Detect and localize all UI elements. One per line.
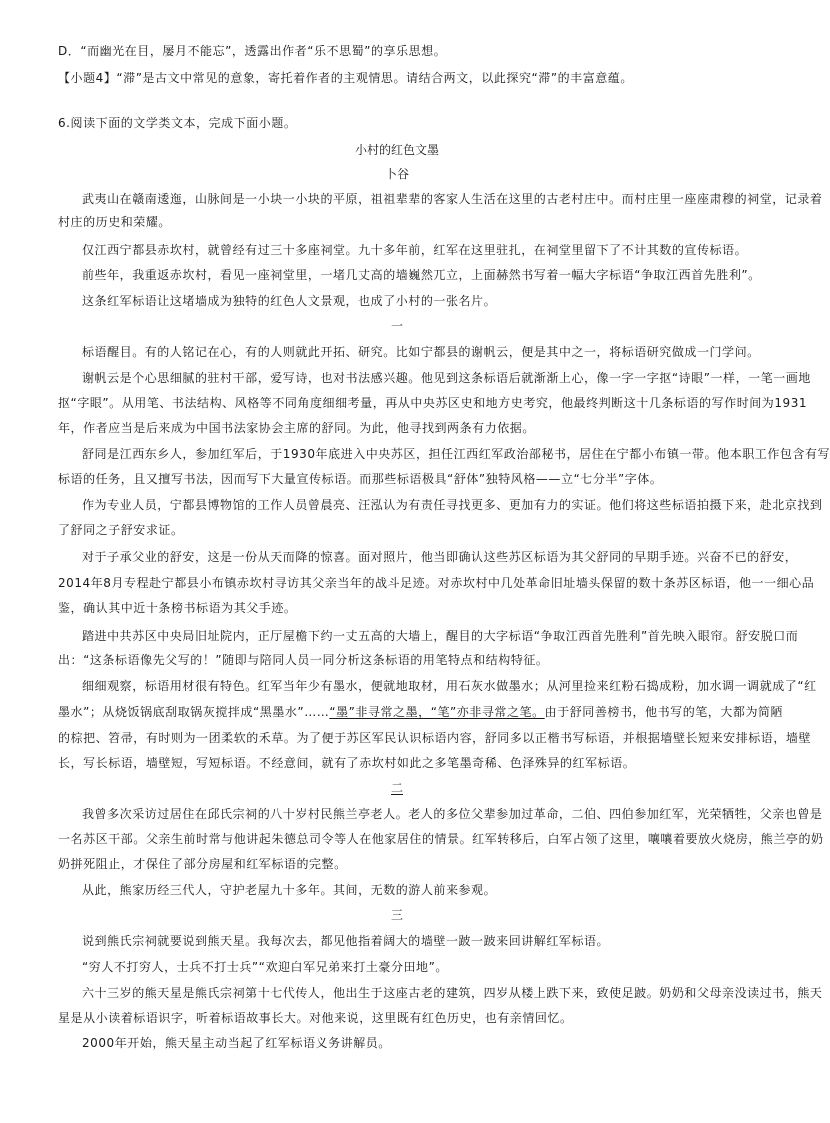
text-run: 墨水”；从烧饭锅底刮取锅灰搅拌成“黑墨水”…… [58, 705, 330, 719]
paragraph-line: 仅江西宁都县赤坎村，就曾经有过三十多座祠堂。九十多年前，红军在这里驻扎，在祠堂里留下了不计其数的宣传标语。 [82, 243, 748, 257]
question-6-instruction: 6.阅读下面的文学类文本，完成下面小题。 [58, 116, 297, 130]
paragraph-line: 舒同是江西东乡人，参加红军后，于1930年底进入中央苏区，担任江西红军政治部秘书，居住在宁都小布镇一带。他本职工作包含有写 [82, 447, 830, 461]
paragraph-line: 作为专业人员，宁都县博物馆的工作人员曾晨亮、汪泓认为有责任寻找更多、更加有力的实证。他们将这些标语拍摄下来，赴北京找到 [82, 498, 823, 512]
paragraph-line: 星是从小读着标语识字，听着标语故事长大。对他来说，这里既有红色历史，也有亲情回忆。 [58, 1011, 573, 1025]
paragraph-line: 出：“这条标语像先父写的！”随即与陪同人员一同分析这条标语的用笔特点和结构特征。 [58, 653, 549, 667]
paragraph-line: 标语的任务，且又擅写书法，因而写下大量宣传标语。而那些标语极具“舒体”独特风格——立“七分半”字体。 [58, 472, 663, 486]
text-run: 由于舒同善榜书，他书写的笔，大都为简陋 [544, 705, 784, 719]
paragraph-line: 从此，熊家历经三代人，守护老屋九十多年。其间，无数的游人前来参观。 [82, 883, 497, 897]
paragraph-line: 踏进中共苏区中央局旧址院内，正厅屋檐下约一丈五高的大墙上，醒目的大字标语“争取江西首先胜利”首先映入眼帘。舒安脱口而 [82, 629, 799, 643]
paragraph-line: 了舒同之子舒安求证。 [58, 523, 184, 537]
paragraph-line: 说到熊氏宗祠就要说到熊天星。我每次去，都见他指着阔大的墙壁一跛一跛来回讲解红军标语。 [82, 934, 610, 948]
paragraph-line: 抠“字眼”。从用笔、书法结构、风格等不同角度细细考量，再从中央苏区史和地方史考究，他最终判断这十几条标语的写作时间为1931 [58, 396, 808, 410]
option-d: D．“而幽光在目，屡月不能忘”，透露出作者“乐不思蜀”的享乐思想。 [58, 44, 447, 58]
article-author: 卜谷 [384, 167, 409, 181]
paragraph-line: 这条红军标语让这堵墙成为独特的红色人文景观，也成了小村的一张名片。 [82, 294, 497, 308]
paragraph-line: 一名苏区干部。父亲生前时常与他讲起朱德总司令等人在他家居住的情景。红军转移后，白军占领了这里，嚷嚷着要放火烧房，熊兰亭的奶 [58, 832, 824, 846]
section-marker-1: 一 [390, 319, 403, 333]
paragraph-line: 对于子承父业的舒安，这是一份从天而降的惊喜。面对照片，他当即确认这些苏区标语为其父舒同的早期手迹。兴奋不已的舒安， [82, 550, 798, 564]
paragraph-line: 我曾多次采访过居住在邱氏宗祠的八十岁村民熊兰亭老人。老人的多位父辈参加过革命，二伯、四伯参加红军，光荣牺牲，父亲也曾是 [82, 807, 823, 821]
section-marker-2-text: 二 [390, 781, 403, 795]
paragraph-line: 2000年开始，熊天星主动当起了红军标语义务讲解员。 [82, 1036, 391, 1050]
paragraph-line: “穷人不打穷人，士兵不打士兵”“欢迎白军兄弟来打土豪分田地”。 [82, 960, 448, 974]
section-marker-2 [0, 780, 794, 797]
paragraph-line [58, 704, 784, 721]
paragraph-line: 的棕把、笤帚，有时则为一团柔软的禾草。为了便于苏区军民认识标语内容，舒同多以正楷书写标语，并根据墙壁长短来安排标语，墙壁 [58, 731, 812, 745]
paragraph-line: 长，写长标语，墙壁短，写短标语。不经意间，就有了赤坎村如此之多笔墨奇稀、色泽殊异的红军标语。 [58, 756, 636, 770]
paragraph-line: 鉴，确认其中近十条榜书标语为其父手迹。 [58, 601, 297, 615]
paragraph-line: 六十三岁的熊天星是熊氏宗祠第十七代传人，他出生于这座古老的建筑，四岁从楼上跌下来，致使足跛。奶奶和父母亲没读过书，熊天 [82, 986, 823, 1000]
paragraph-line: 细细观察，标语用材很有特色。红军当年少有墨水，便就地取材，用石灰水做墨水；从河里捡来红粉石捣成粉，加水调一调就成了“红 [82, 679, 817, 693]
paragraph-line: 武夷山在赣南逶迤，山脉间是一小块一小块的平原，祖祖辈辈的客家人生活在这里的古老村庄中。而村庄里一座座肃穆的祠堂，记录着 [82, 192, 823, 206]
paragraph-line: 2014年8月专程赴宁都县小布镇赤坎村寻访其父亲当年的战斗足迹。对赤坎村中几处革命旧址墙头保留的数十条苏区标语，他一一细心品 [58, 576, 815, 590]
section-marker-3: 三 [390, 908, 403, 922]
underlined-sentence: “墨”非寻常之墨，“笔”亦非寻常之笔。 [329, 705, 545, 719]
paragraph-line: 前些年，我重返赤坎村，看见一座祠堂里，一堵几丈高的墙巍然兀立，上面赫然书写着一幅大字标语“争取江西首先胜利”。 [82, 268, 761, 282]
paragraph-line: 标语醒目。有的人铭记在心，有的人则就此开拓、研究。比如宁都县的谢帆云，便是其中之一，将标语研究做成一门学问。 [82, 345, 760, 359]
paragraph-line: 村庄的历史和荣耀。 [58, 215, 171, 229]
paragraph-line: 奶拼死阻止，才保住了部分房屋和红军标语的完整。 [58, 857, 347, 871]
sub-question-4: 【小题4】“滞”是古文中常见的意象，寄托着作者的主观情思。请结合两文，以此探究“滞”的丰富意蕴。 [58, 71, 633, 85]
paragraph-line: 年，作者应当是后来成为中国书法家协会主席的舒同。为此，他寻找到两条有力依据。 [58, 421, 535, 435]
article-title: 小村的红色文墨 [354, 143, 439, 157]
paragraph-line: 谢帆云是个心思细腻的驻村干部，爱写诗，也对书法感兴趣。他见到这条标语后就渐渐上心，像一字一字抠“诗眼”一样，一笔一画地 [82, 371, 811, 385]
